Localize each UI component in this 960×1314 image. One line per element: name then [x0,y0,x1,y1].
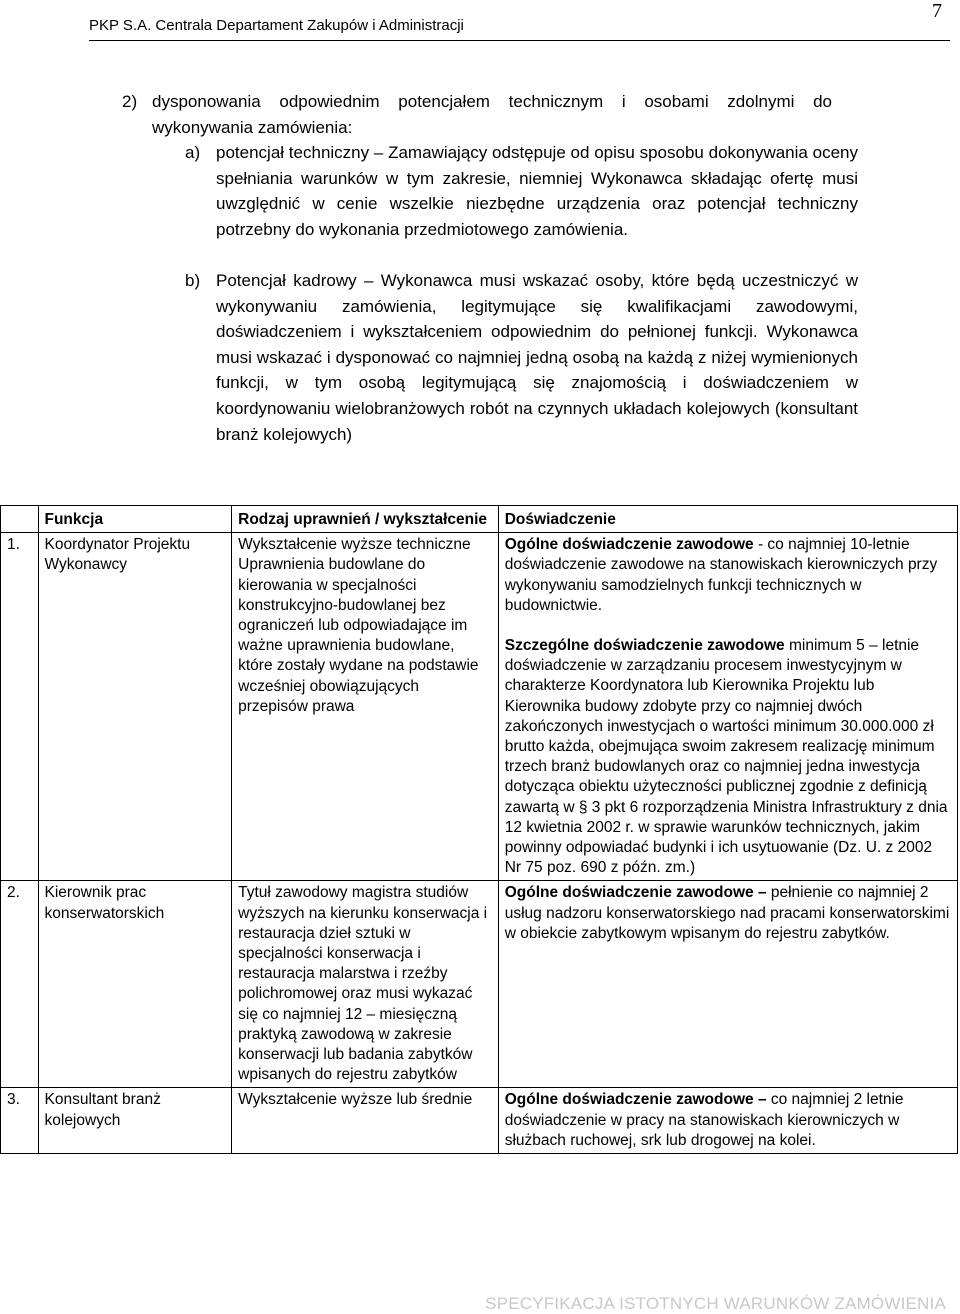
row-number: 1. [1,533,39,881]
item-b-label: b) [185,271,201,290]
header-org: PKP S.A. Centrala Departament Zakupów i Administracji [89,17,464,34]
special-experience-text: minimum 5 – letnie doświadczenie w zarządzaniu procesem inwestycyjnym w charakterze Koordynatora lub Kierownika Projektu lub Kierownika budowy zdobyte przy co najmniej dwóch zakończonych inwestycjach o wartości minimum 30.000.000 zł brutto każda, obejmująca swoim zakresem realizację minimum trzech branż budowlanych oraz co najmniej jedna inwestycja dotycząca obiektu użyteczności publicznej zgodnie z definicją zawartą w § 3 pkt 6 rozporządzenia Ministra Infrastruktury z dnia 12 kwietnia 2002 r. w sprawie warunków technicznych, jakim powinny odpowiadać budynki i ich usytuowanie (Dz. U. z 2002 Nr 75 poz. 690 z późn. zm.) [504,637,948,877]
item-a-text: potencjał techniczny – Zamawiający odstępuje od opisu sposobu dokonywania oceny spełniania warunków w tym zakresie, niemniej Wykonawca składając ofertę musi uwzględnić w cenie wszelkie niezbędne urządzenia oraz potencjał techniczny potrzebny do wykonania przedmiotowego zamówienia. [216,143,858,239]
section-2-text: dysponowania odpowiednim potencjałem technicznym i osobami zdolnymi do wykonywania zamówienia: [152,92,832,137]
qualifications-table [0,505,958,1154]
row-rodzaj: Wykształcenie wyższe lub średnie [232,1088,499,1154]
table-row [1,881,958,1088]
header-rodzaj: Rodzaj uprawnień / wykształcenie [232,506,499,533]
header-num-cell [1,506,39,533]
page-number: 7 [932,0,942,22]
table-row [1,533,958,881]
item-a-label: a) [185,143,201,162]
spacer [505,616,951,636]
row-doswiadczenie [498,881,957,1088]
row-funkcja: Konsultant branż kolejowych [38,1088,232,1154]
footer-text: SPECYFIKACJA ISTOTNYCH WARUNKÓW ZAMÓWIENIA [485,1294,946,1313]
general-experience-text: - co najmniej 10-letnie doświadczenie zawodowe na stanowiskach kierowniczych przy wykonywaniu samodzielnych funkcji technicznych w budownictwie. [504,536,938,614]
rodzaj-education: Wykształcenie wyższe techniczne [238,536,471,554]
table-header-row [1,506,958,533]
row-doswiadczenie [498,1088,957,1154]
footer-title [0,1294,946,1314]
row-number: 3. [1,1088,39,1154]
section-2-label: 2) [122,92,138,111]
general-experience-heading: Ogólne doświadczenie zawodowe – [504,884,767,902]
header-funkcja: Funkcja [38,506,232,533]
row-number: 2. [1,881,39,1088]
special-experience-heading: Szczególne doświadczenie zawodowe [504,637,785,655]
row-doswiadczenie [498,533,957,881]
row-funkcja: Kierownik prac konserwatorskich [38,881,232,1088]
general-experience [505,535,951,616]
table-row [1,1088,958,1154]
rodzaj-permissions: Uprawnienia budowlane do kierowania w specjalności konstrukcyjno-budowlanej bez ograniczeń lub odpowiadające im ważne uprawnienia budowlane, które zostały wydane na podstawie wcześniej obowiązujących przepisów prawa [238,556,479,715]
special-experience [505,636,951,878]
row-rodzaj [232,533,499,881]
row-rodzaj: Tytuł zawodowy magistra studiów wyższych na kierunku konserwacja i restauracja dzieł sztuki w specjalności konserwacja i restauracja malarstwa i rzeźby polichromowej oraz musi wykazać się co najmniej 12 – miesięczną praktyką zawodową w zakresie konserwacji lub badania zabytków wpisanych do rejestru zabytków [232,881,499,1088]
header-doswiadczenie: Doświadczenie [498,506,957,533]
row-funkcja: Koordynator Projektu Wykonawcy [38,533,232,881]
general-experience-heading: Ogólne doświadczenie zawodowe [504,536,754,554]
general-experience-heading: Ogólne doświadczenie zawodowe – [504,1091,767,1109]
general-experience-text: pełnienie co najmniej 2 usług nadzoru konserwatorskiego nad pracami konserwatorskimi w obiekcie zabytkowym wpisanym do rejestru zabytków. [504,884,950,942]
header-rule [89,40,950,41]
item-b-text: Potencjał kadrowy – Wykonawca musi wskazać osoby, które będą uczestniczyć w wykonywaniu zamówienia, legitymujące się kwalifikacjami zawodowymi, doświadczeniem i wykształceniem odpowiednim do pełnionej funkcji. Wykonawca musi wskazać i dysponować co najmniej jedną osobą na każdą z niżej wymienionych funkcji, w tym osobą legitymującą się znajomością i doświadczeniem w koordynowaniu wielobranżowych robót na czynnych układach kolejowych (konsultant branż kolejowych) [216,271,858,444]
general-experience-text: co najmniej 2 letnie doświadczenie w pracy na stanowiskach kierowniczych w służbach ruchowej, srk lub drogowej na kolei. [504,1091,904,1149]
